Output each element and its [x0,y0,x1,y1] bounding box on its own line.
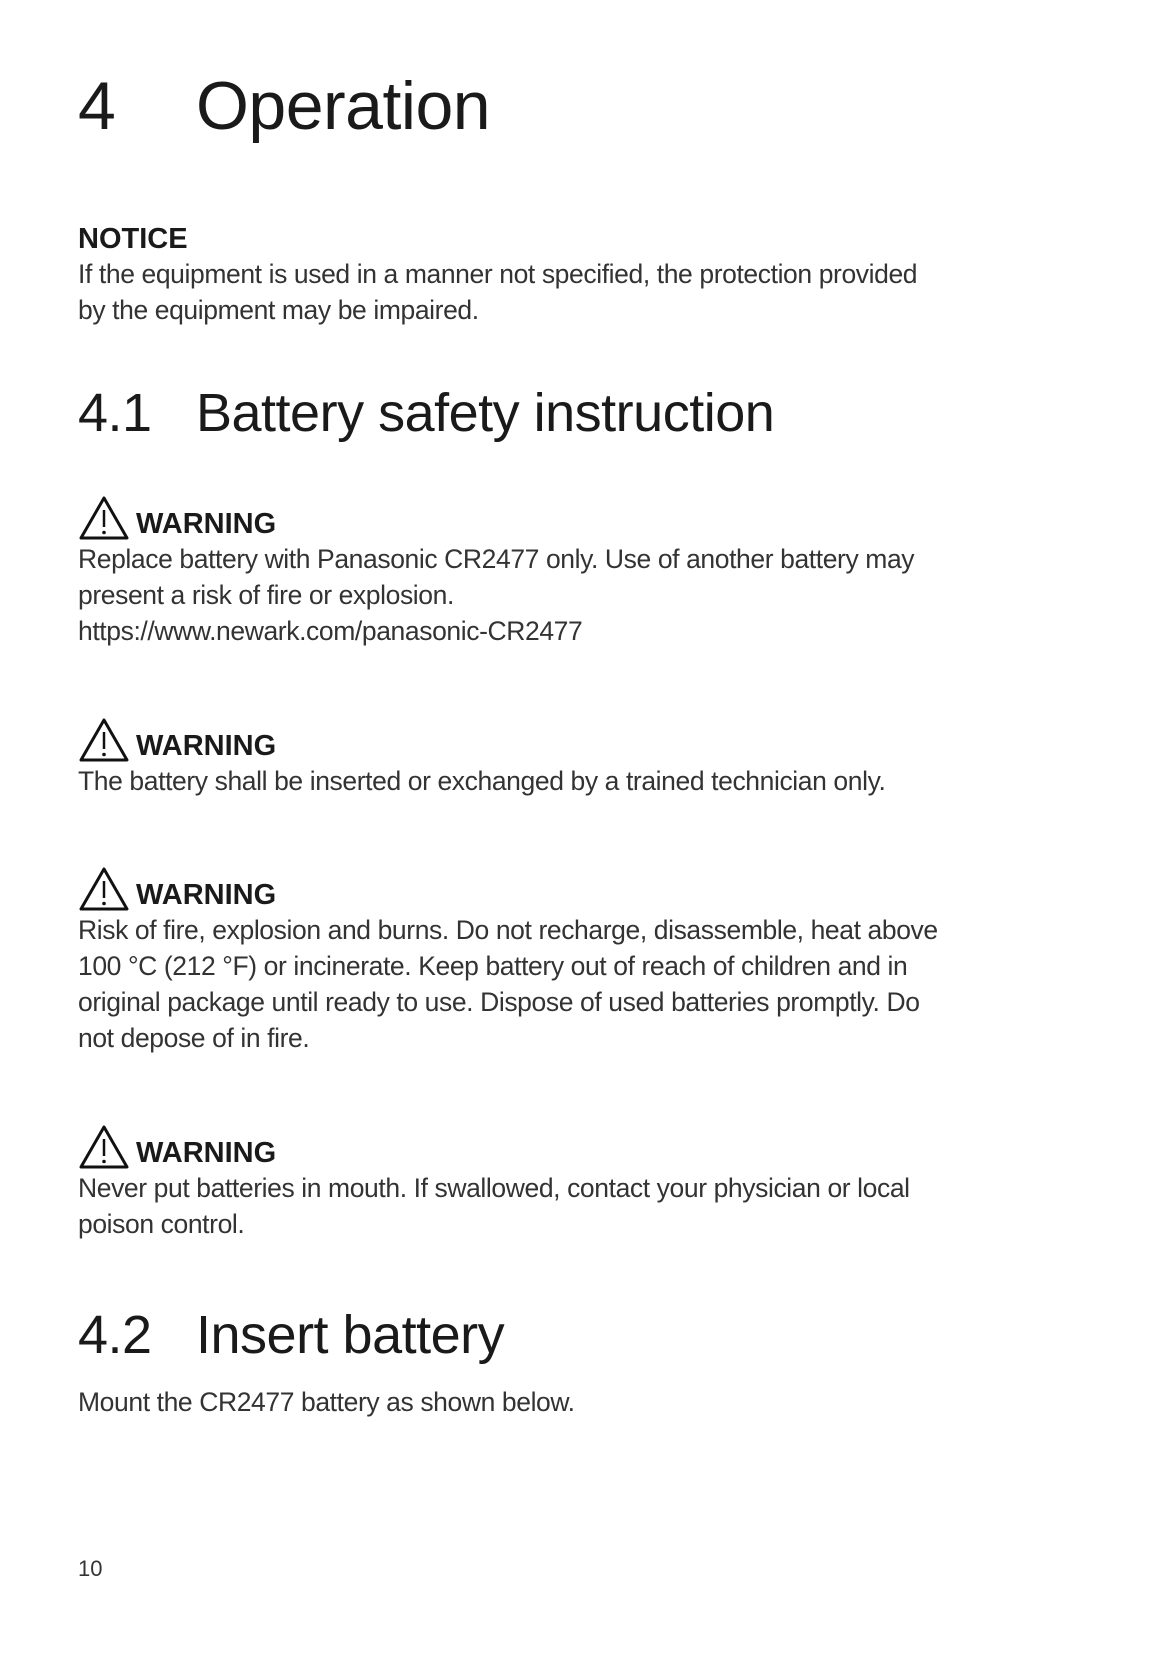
notice-line: by the equipment may be impaired. [78,295,479,325]
section-heading-4-2 [78,1303,1038,1367]
warning-title: WARNING [136,879,277,911]
warning-block [78,866,1038,1056]
page-number: 10 [78,1556,103,1581]
section-title: Battery safety instruction [196,383,775,443]
warning-block [78,717,1038,799]
notice-label: NOTICE [78,223,188,255]
warning-label [78,866,1038,912]
warning-label [78,495,1038,541]
warning-line: not depose of in fire. [78,1023,310,1053]
warning-title: WARNING [136,1137,277,1169]
warning-block [78,495,1038,649]
warning-triangle-icon [78,495,130,541]
warning-line: Replace battery with Panasonic CR2477 only. Use of another battery may [78,544,915,574]
chapter-title: Operation [196,68,491,144]
notice-block [78,222,1038,328]
section-number: 4.2 [78,1305,152,1365]
warning-line: present a risk of fire or explosion. [78,580,454,610]
warning-label [78,717,1038,763]
warning-triangle-icon [78,717,130,763]
warning-block [78,1124,1038,1242]
warning-line: https://www.newark.com/panasonic-CR2477 [78,616,583,646]
warning-line: The battery shall be inserted or exchanged by a trained technician only. [78,766,886,796]
warning-title: WARNING [136,730,277,762]
chapter-heading [78,66,1038,146]
chapter-number: 4 [78,68,116,144]
warning-line: poison control. [78,1209,245,1239]
warning-triangle-icon [78,1124,130,1170]
section-title: Insert battery [196,1305,505,1365]
warning-title: WARNING [136,508,277,540]
warning-label [78,1124,1038,1170]
section-heading-4-1 [78,381,1038,445]
notice-line: If the equipment is used in a manner not specified, the protection provided [78,259,918,289]
section-text: Mount the CR2477 battery as shown below. [78,1387,575,1417]
section-number: 4.1 [78,383,152,443]
warning-line: Never put batteries in mouth. If swallowed, contact your physician or local [78,1173,910,1203]
warning-line: Risk of fire, explosion and burns. Do not recharge, disassemble, heat above [78,915,938,945]
warning-line: original package until ready to use. Dispose of used batteries promptly. Do [78,987,920,1017]
warning-line: 100 °C (212 °F) or incinerate. Keep battery out of reach of children and in [78,951,908,981]
warning-triangle-icon [78,866,130,912]
